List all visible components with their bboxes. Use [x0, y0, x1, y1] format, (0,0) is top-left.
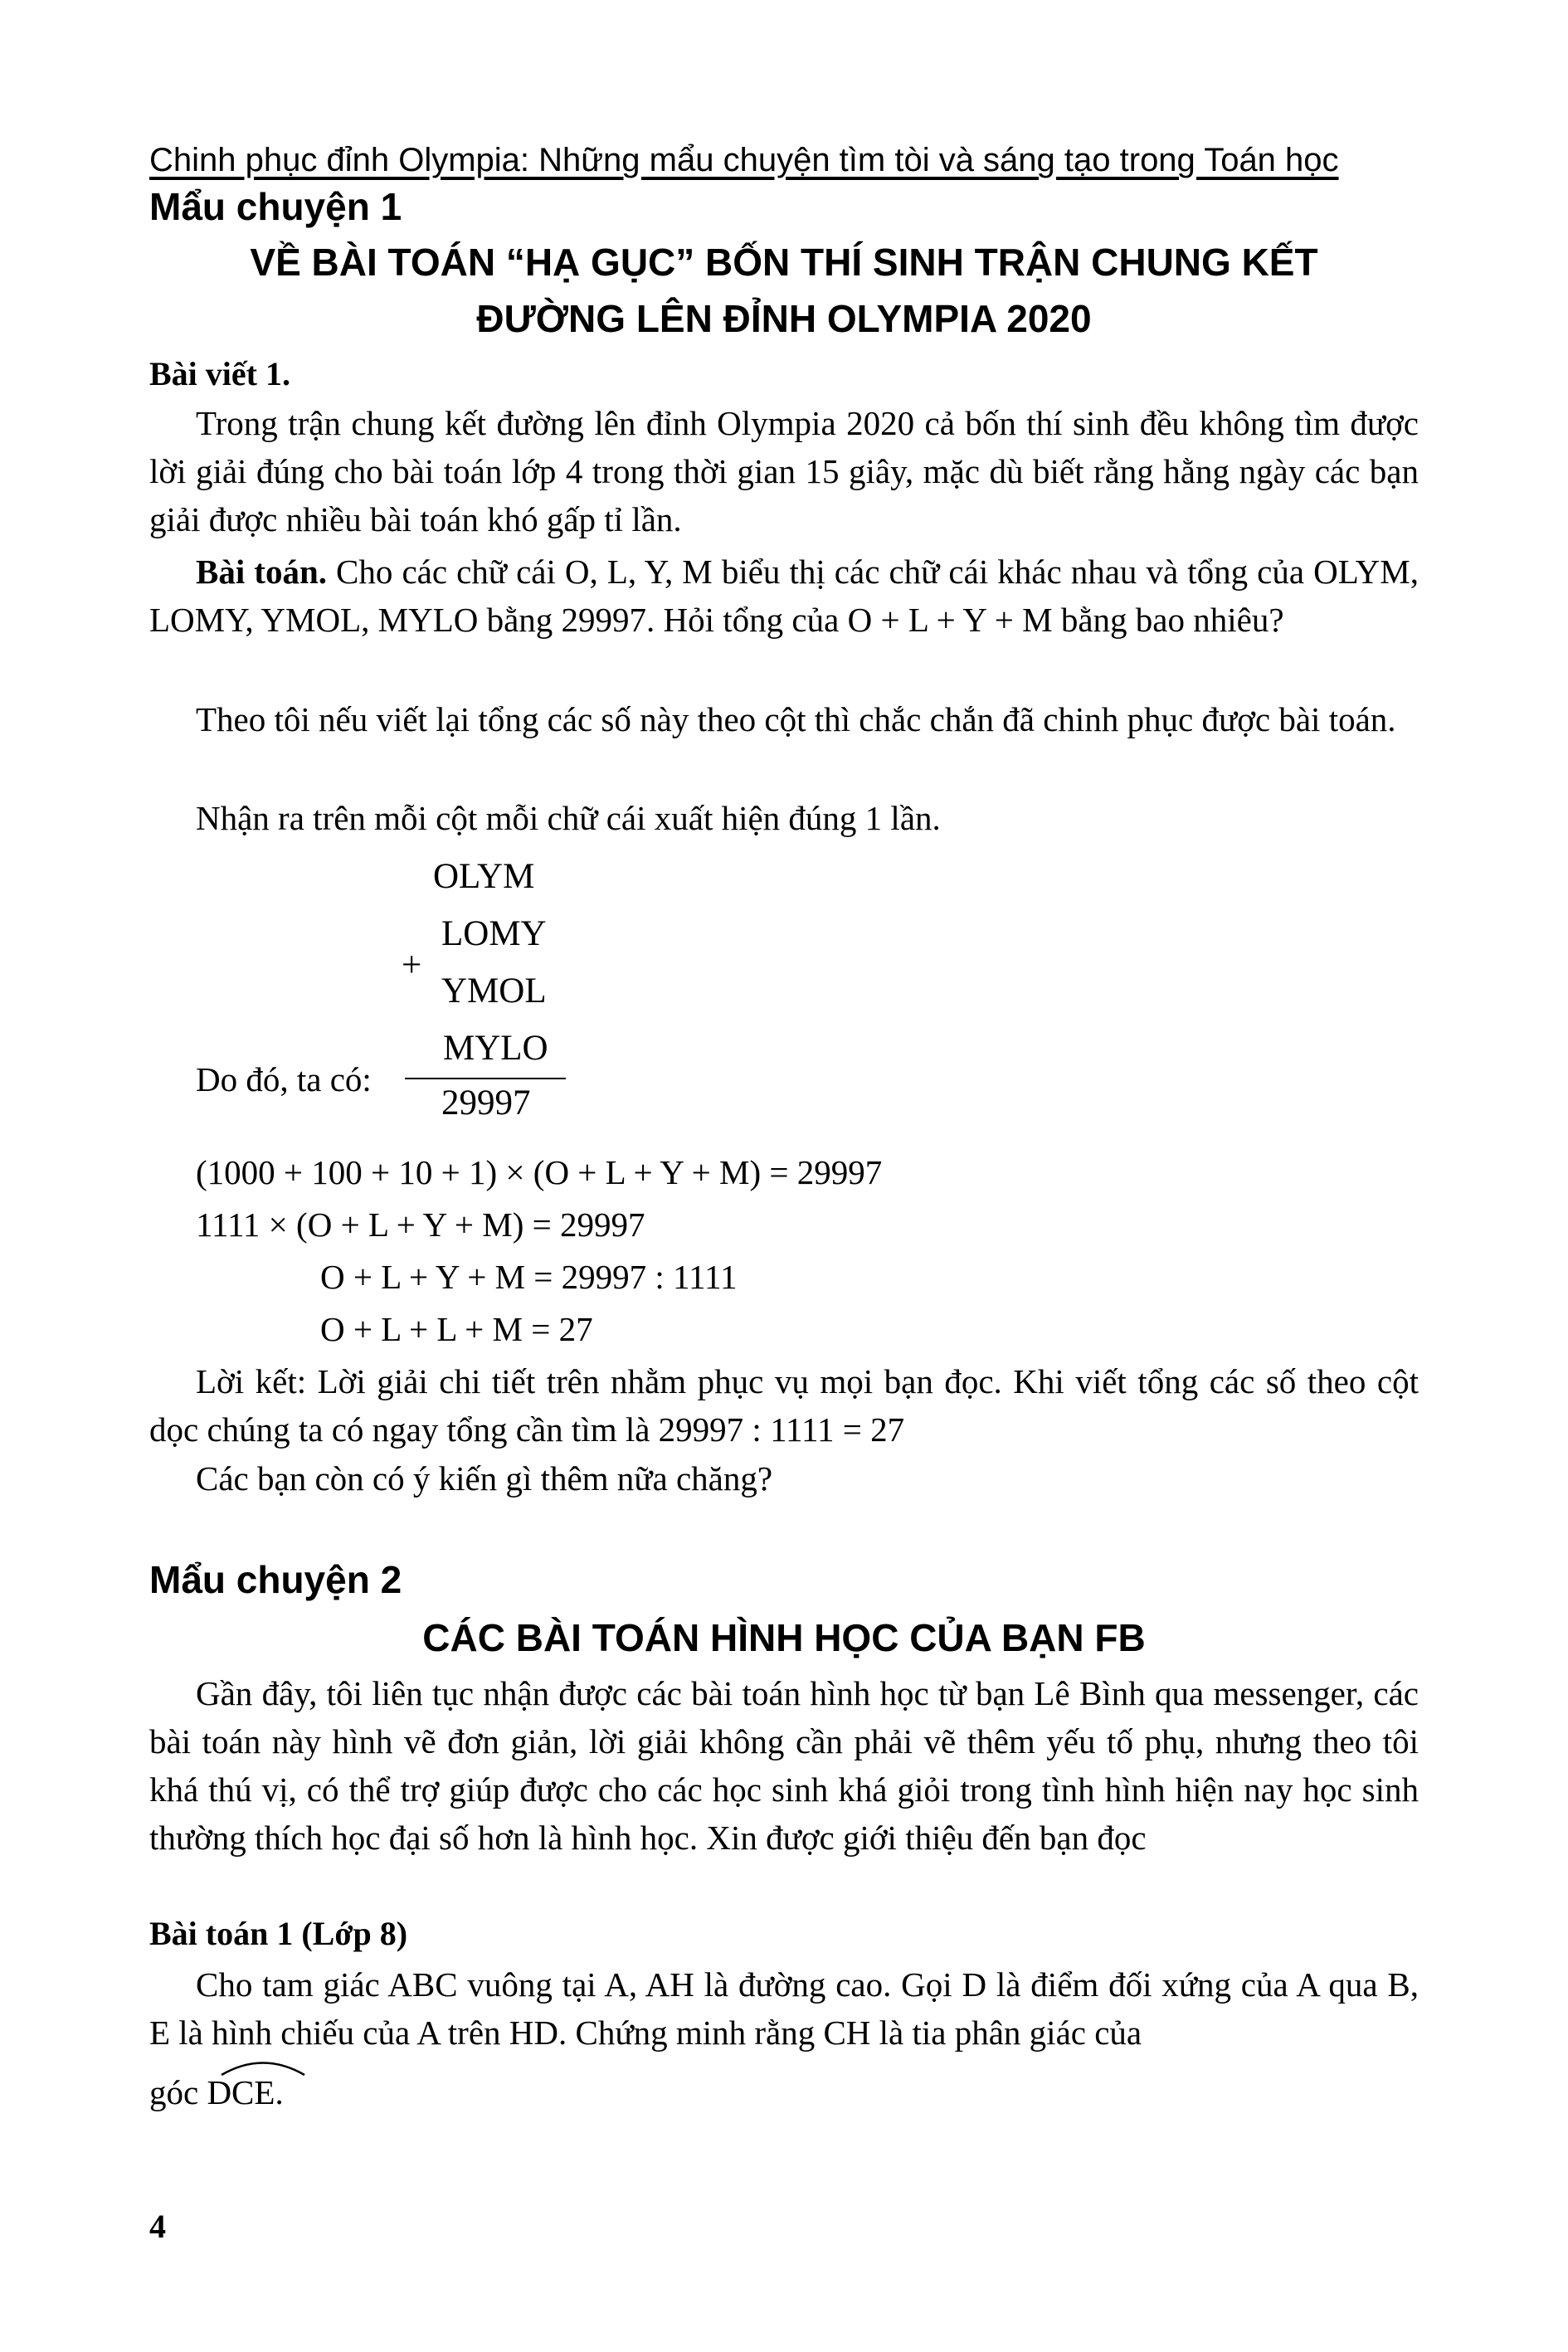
running-header: Chinh phục đỉnh Olympia: Những mẩu chuyện tìm tòi và sáng tạo trong Toán học	[149, 142, 1339, 178]
addition-row-3: YMOL	[441, 971, 547, 1010]
equation-1: (1000 + 100 + 10 + 1) × (O + L + Y + M) = 29997	[196, 1153, 883, 1191]
opinion-paragraph	[149, 695, 1419, 743]
article-1-label: Bài viết 1.	[149, 355, 290, 392]
page-number: 4	[149, 2208, 166, 2245]
story-1-label: Mẩu chuyện 1	[149, 185, 402, 228]
problem-1-paragraph	[149, 1960, 1419, 2057]
opinion-text: Theo tôi nếu viết lại tổng các số này theo cột thì chắc chắn đã chinh phục được bài toán.	[196, 700, 1396, 738]
story-2-label: Mẩu chuyện 2	[149, 1558, 402, 1601]
problem-1-label: Bài toán 1 (Lớp 8)	[149, 1915, 408, 1952]
problem-paragraph	[149, 548, 1419, 644]
story-1-intro-paragraph	[149, 399, 1419, 543]
addition-rule	[405, 1078, 566, 1079]
problem-text: Cho các chữ cái O, L, Y, M biểu thị các chữ cái khác nhau và tổng của OLYM, LOMY, YMOL, MYLO bằng 29997. Hỏi tổng của O + L + Y + M bằng bao nhiêu?	[149, 553, 1419, 639]
problem-label: Bài toán.	[196, 553, 327, 591]
question-line: Các bạn còn có ý kiến gì thêm nữa chăng?	[196, 1459, 773, 1497]
angle-prefix: góc	[149, 2073, 207, 2111]
addition-plus-sign: +	[402, 946, 422, 985]
problem-1-text: Cho tam giác ABC vuông tại A, AH là đường cao. Gọi D là điểm đối xứng của A qua B, E là hình chiếu của A trên HD. Chứng minh rằng CH là tia phân giác của	[149, 1965, 1419, 2052]
story-1-intro-text: Trong trận chung kết đường lên đỉnh Olympia 2020 cả bốn thí sinh đều không tìm được lời giải đúng cho bài toán lớp 4 trong thời gian 15 giây, mặc dù biết rằng hằng ngày các bạn giải được nhiều bài toán khó gấp tỉ lần.	[149, 404, 1419, 538]
equation-4: O + L + L + M = 27	[320, 1310, 593, 1348]
addition-row-1: OLYM	[433, 857, 535, 896]
equation-3: O + L + Y + M = 29997 : 1111	[320, 1258, 738, 1296]
conclusion-paragraph	[149, 1357, 1419, 1454]
addition-row-4: MYLO	[443, 1029, 548, 1068]
conclusion-text: Lời kết: Lời giải chi tiết trên nhằm phục vụ mọi bạn đọc. Khi viết tổng các số theo cột dọc chúng ta có ngay tổng cần tìm là 29997 : 1111 = 27	[149, 1362, 1419, 1449]
story-2-intro-paragraph	[149, 1669, 1419, 1862]
story-1-title-line-2: ĐƯỜNG LÊN ĐỈNH OLYMPIA 2020	[476, 297, 1092, 340]
addition-result: 29997	[441, 1083, 531, 1122]
story-2-intro-text: Gần đây, tôi liên tục nhận được các bài toán hình học từ bạn Lê Bình qua messenger, các bài toán này hình vẽ đơn giản, lời giải không cần phải vẽ thêm yếu tố phụ, nhưng theo tôi khá thú vị, có thể trợ giúp được cho các học sinh khá giỏi trong tình hình hiện nay học sinh thường thích học đại số hơn là hình học. Xin được giới thiệu đến bạn đọc	[149, 1674, 1419, 1857]
addition-lead: Do đó, ta có:	[196, 1060, 372, 1098]
story-2-title: CÁC BÀI TOÁN HÌNH HỌC CỦA BẠN FB	[422, 1616, 1146, 1659]
addition-row-2: LOMY	[441, 914, 547, 953]
angle-arc-symbol	[219, 2056, 307, 2077]
notice-line: Nhận ra trên mỗi cột mỗi chữ cái xuất hiện đúng 1 lần.	[196, 799, 941, 837]
angle-name: DCE	[207, 2073, 275, 2111]
equation-2: 1111 × (O + L + Y + M) = 29997	[196, 1205, 645, 1244]
story-1-title-line-1: VỀ BÀI TOÁN “HẠ GỤC” BỐN THÍ SINH TRẬN CHUNG KẾT	[250, 241, 1318, 284]
angle-suffix: .	[275, 2073, 284, 2111]
